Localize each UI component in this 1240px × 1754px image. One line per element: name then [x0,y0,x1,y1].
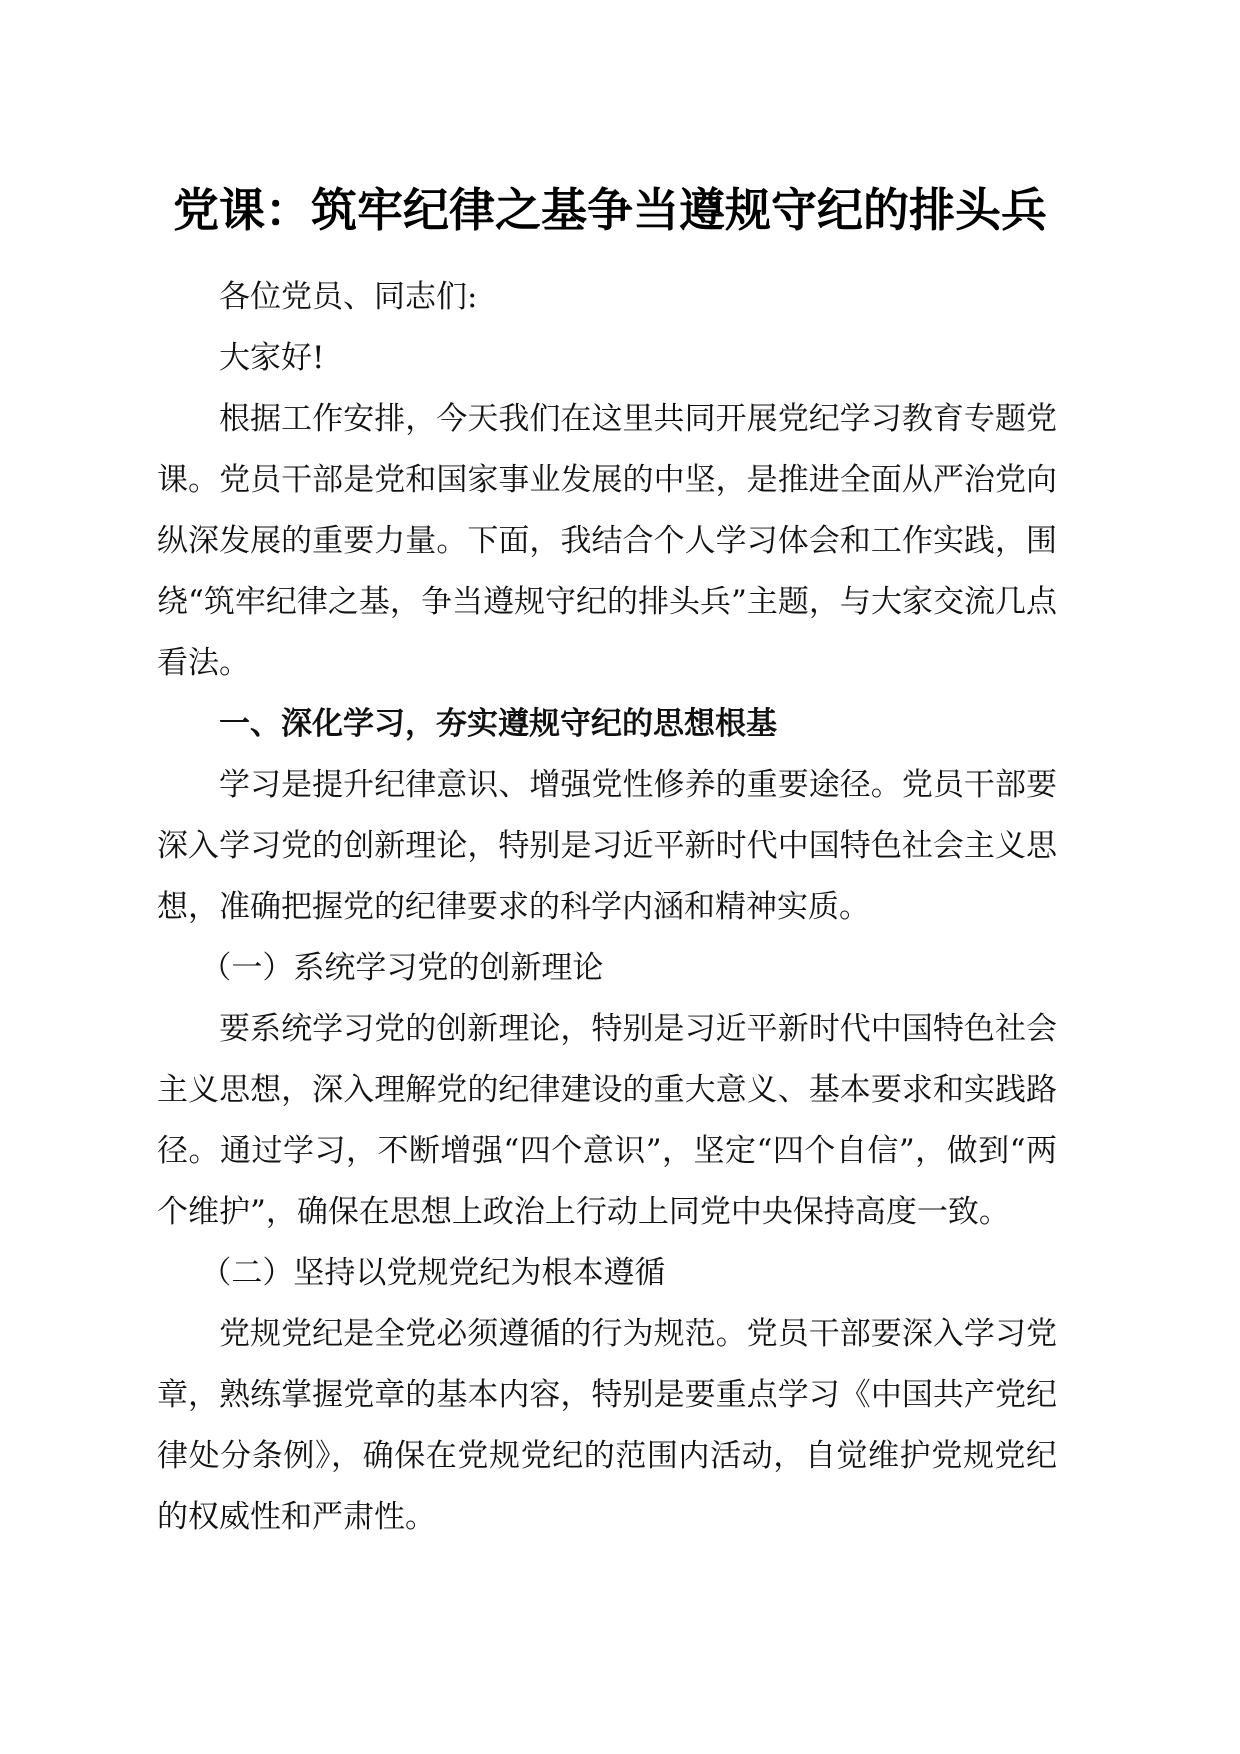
section-1-heading: 一、深化学习，夯实遵规守纪的思想根基 [219,706,777,742]
subsection-2-heading: （二）坚持以党规党纪为根本遵循 [200,1255,666,1291]
salutation: 各位党员、同志们: [219,279,478,315]
subsection-2-paragraph: 党规党纪是全党必须遵循的行为规范。党员干部要深入学习党章，熟练掌握党章的基本内容，特别是要重点学习《中国共产党纪律处分条例》，确保在党规党纪的范围内活动，自觉维护党规党纪的权威性和严肃性。 [157,1316,1057,1535]
subsection-1-heading: （一）系统学习党的创新理论 [200,950,604,986]
document-body [157,267,1057,1548]
greeting: 大家好! [219,340,325,376]
subsection-1-paragraph: 要系统学习党的创新理论，特别是习近平新时代中国特色社会主义思想，深入理解党的纪律建设的重大意义、基本要求和实践路径。通过学习，不断增强“四个意识”，坚定“四个自信”，做到“两个维护”，确保在思想上政治上行动上同党中央保持高度一致。 [157,1011,1057,1230]
intro-paragraph: 根据工作安排，今天我们在这里共同开展党纪学习教育专题党课。党员干部是党和国家事业发展的中坚，是推进全面从严治党向纵深发展的重要力量。下面，我结合个人学习体会和工作实践，围绕“筑牢纪律之基，争当遵规守纪的排头兵”主题，与大家交流几点看法。 [157,401,1057,681]
section-1-paragraph: 学习是提升纪律意识、增强党性修养的重要途径。党员干部要深入学习党的创新理论，特别是习近平新时代中国特色社会主义思想，准确把握党的纪律要求的科学内涵和精神实质。 [157,767,1057,925]
document-title: 党课：筑牢纪律之基争当遵规守纪的排头兵 [173,183,1047,237]
